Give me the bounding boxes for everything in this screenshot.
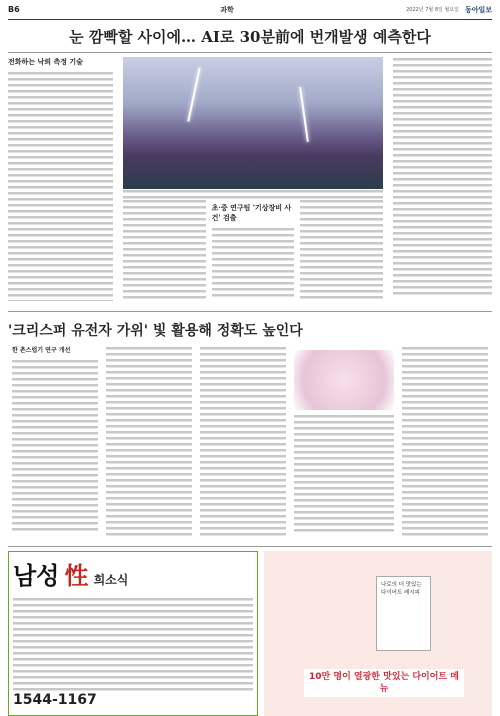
- lightning-photo: [123, 57, 383, 189]
- body-text: [123, 199, 206, 299]
- body-text: [212, 227, 295, 297]
- book-advertisement[interactable]: [264, 551, 492, 716]
- body-text: [8, 71, 113, 301]
- lightning-bolt: [187, 67, 200, 121]
- ad1-title: 남성: [13, 561, 60, 590]
- subhead: 초·중 연구팀 '기상장비 사건' 검출: [211, 203, 292, 222]
- dna-illustration: [294, 350, 394, 410]
- body-text: [106, 346, 192, 536]
- lightning-bolt: [299, 87, 309, 142]
- ad1-copy: [13, 597, 253, 692]
- ad1-char: 性: [64, 561, 89, 590]
- ad2-title: 10만 명이 열광한 맛있는 다이어트 메뉴: [304, 669, 464, 697]
- photo-caption: [123, 189, 383, 199]
- second-headline: '크리스퍼 유전자 가위' 빛 활용해 정확도 높인다: [8, 323, 303, 339]
- section-title: 과학: [220, 5, 234, 14]
- masthead: 동아일보: [464, 5, 492, 14]
- body-text: [393, 57, 492, 297]
- body-text: [294, 414, 394, 534]
- ad1-phone: 1544-1167: [13, 692, 97, 708]
- body-text: [402, 346, 488, 536]
- body-text: [12, 359, 98, 534]
- page-number: B6: [8, 5, 20, 14]
- article-right-column: [388, 57, 492, 307]
- deck: 한 촌스럽기 연구 개선: [12, 347, 71, 354]
- article-mid-column: [118, 57, 388, 307]
- body-text: [300, 199, 383, 299]
- page-header: [8, 0, 492, 20]
- ad1-subtitle: 희소식: [93, 573, 129, 587]
- body-text: [200, 346, 286, 536]
- top-article: [8, 57, 492, 307]
- date-line: 2022년 7월 8일 월요일: [406, 7, 459, 13]
- second-article: [8, 346, 492, 546]
- mid-text-columns: [123, 199, 383, 299]
- kicker: 전화하는 낙뢰 측정 기술: [8, 58, 83, 66]
- book-cover: 나로의 더 맛있는 다이어트 레시피: [376, 576, 431, 651]
- article-left-column: [8, 57, 118, 307]
- health-advertisement[interactable]: [8, 551, 258, 716]
- main-headline: 눈 깜빡할 사이에… AI로 30분前에 번개발생 예측한다: [8, 20, 492, 53]
